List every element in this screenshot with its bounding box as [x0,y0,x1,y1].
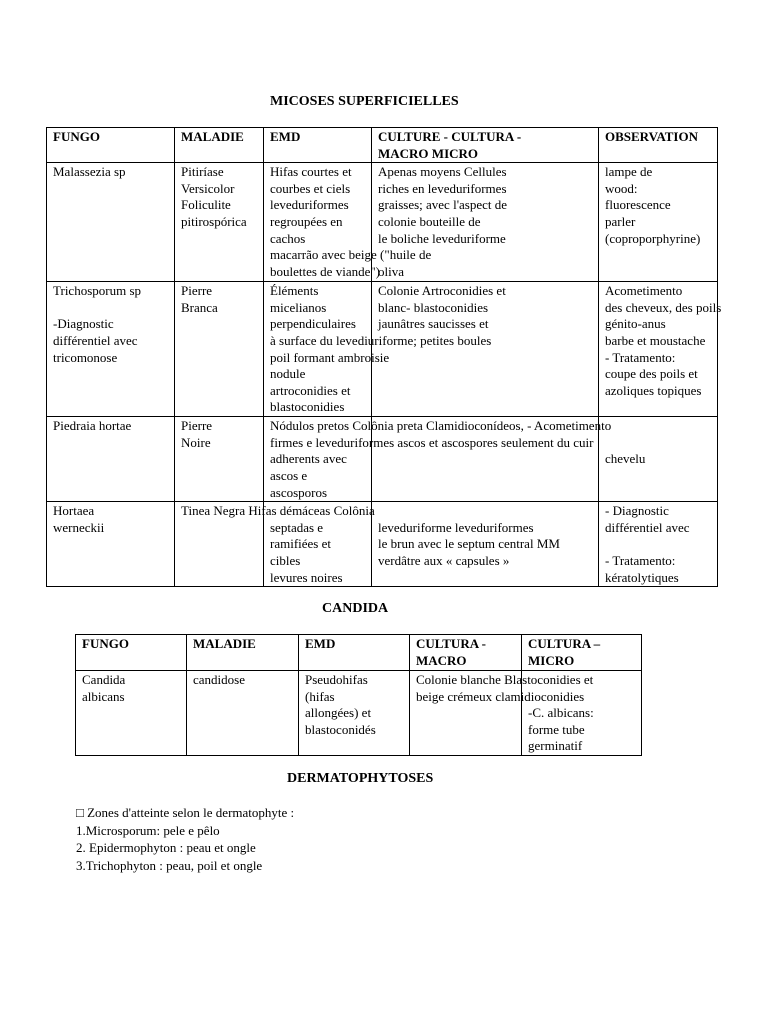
cell-line: - Diagnostic [605,503,669,519]
dermatophyte-list [76,804,294,874]
section-heading-candida: CANDIDA [322,601,389,616]
cell-line: firmes e leveduriformes ascos et ascospores seulement du cuir [270,434,594,450]
cell-line: CULTURA – [528,636,601,651]
cell-line: MICRO [528,652,575,668]
column-header [47,128,175,163]
cell-line: tricomonose [53,349,118,365]
cell-line: CULTURA - [416,636,486,651]
cell-line [605,418,713,435]
cell-line: ramifiées et [270,536,331,552]
column-header [299,635,410,671]
cell-line: blastoconidés [305,721,376,737]
cell-line: - Tratamento: [605,552,676,568]
table-cell [372,163,599,282]
cell-line [378,503,594,520]
table-row [47,282,718,417]
cell-line: colonie bouteille de [378,213,481,229]
cell-line: allongées) et [305,705,372,721]
cell-line: septadas e [270,519,324,535]
cell-line: EMD [305,636,336,651]
cell-line [53,300,170,317]
candida-table [75,634,642,756]
cell-line: azoliques topiques [605,382,702,398]
table-cell [372,282,599,417]
cell-line: cachos [270,230,306,246]
cell-line: barbe et moustache [605,332,706,348]
table-cell [175,282,264,417]
cell-line: werneckii [53,519,105,535]
column-header [187,635,299,671]
cell-line: coupe des poils et [605,366,698,382]
cell-line: -C. albicans: [528,705,594,721]
column-header [372,128,599,163]
cell-line: Candida [82,672,126,687]
cell-line: albicans [82,688,125,704]
cell-line: blastoconidies [270,399,345,415]
micoses-table-header [47,128,718,163]
table-cell [47,502,175,587]
cell-line: ascosporos [270,484,328,500]
cell-line: blanc- blastoconidies [378,299,489,315]
cell-line: CULTURE - CULTURA - [378,129,522,144]
table-cell [372,502,599,587]
cell-line: lampe de [605,164,653,180]
cell-line: nodule [270,366,306,382]
cell-line: candidose [193,672,245,687]
cell-line: différentiel avec [605,519,690,535]
column-header [522,635,642,671]
cell-line: Noire [181,434,211,450]
cell-line: Versicolor [181,180,235,196]
candida-table-body [76,671,642,756]
cell-line: parler [605,213,636,229]
cell-line: forme tube [528,721,585,737]
cell-line: différentiel avec [53,332,138,348]
cell-line: perpendiculaires [270,316,356,332]
cell-line [605,536,713,553]
cell-line: Foliculite [181,197,231,213]
cell-line: Malassezia sp [53,164,126,180]
cell-line: Tinea Negra Hifas démáceas Colônia [181,503,375,519]
cell-line: micelianos [270,299,327,315]
cell-line: boulettes de viande") [270,263,380,279]
header-row [76,635,642,671]
table-cell [47,417,175,502]
list-item: 3.Trichophyton : peau, poil et ongle [76,857,263,873]
cell-line: (hifas [305,688,335,704]
cell-line: Colonie Artroconidies et [378,283,506,299]
cell-line: levures noires [270,569,343,585]
table-row [47,502,718,587]
cell-line: MACRO [416,652,467,668]
table-cell [599,282,722,417]
cell-line: riches en leveduriformes [378,180,507,196]
table-row [47,163,718,282]
table-cell [76,671,187,756]
cell-line: MALADIE [181,129,244,144]
cell-line: poil formant ambroisie [270,349,390,365]
cell-line: FUNGO [82,636,129,651]
cell-line [605,435,713,452]
cell-line: adherents avec [270,451,347,467]
cell-line: germinatif [528,738,583,754]
cell-line: Branca [181,299,218,315]
column-header [264,128,372,163]
cell-line: regroupées en [270,213,343,229]
cell-line: Nódulos pretos Colônia preta Clamidioconídeos, - Acometimento [270,418,612,434]
cell-line: FUNGO [53,129,100,144]
table-row [47,417,718,502]
cell-line: verdâtre aux « capsules » [378,552,510,568]
cell-line: cibles [270,552,301,568]
micoses-table [46,127,722,587]
list-item: □ Zones d'atteinte selon le dermatophyte : [76,805,295,820]
cell-line: OBSERVATION [605,129,698,144]
cell-line: MALADIE [193,636,256,651]
table-cell [599,417,718,502]
cell-line: fluorescence [605,197,671,213]
cell-line: génito-anus [605,316,666,332]
section-heading-dermatophytoses: DERMATOPHYTOSES [287,771,434,786]
cell-line: ascos e [270,467,308,483]
cell-line: des cheveux, des poils [605,299,722,315]
cell-line: à surface du levediuriforme; petites boules [270,332,492,348]
cell-line: Piedraia hortae [53,418,132,434]
table-cell [175,417,264,502]
cell-line: beige crémeux clamidioconidies [416,688,585,704]
section-heading-micoses: MICOSES SUPERFICIELLES [270,94,459,109]
cell-line: Colonie blanche Blastoconidies et [416,672,594,687]
cell-line: MACRO MICRO [378,145,479,161]
cell-line: le brun avec le septum central MM [378,536,560,552]
cell-line: Apenas moyens Cellules [378,164,507,180]
cell-line: Acometimento [605,283,683,299]
cell-line: wood: [605,180,638,196]
cell-line: chevelu [605,451,646,467]
column-header [599,128,718,163]
table-cell [599,502,718,587]
cell-line: Pitiríase [181,164,224,180]
cell-line: courbes et ciels [270,180,351,196]
table-cell [264,417,612,502]
candida-table-header [76,635,642,671]
cell-line: macarrão avec beige ("huile de [270,247,432,263]
list-item: 1.Microsporum: pele e pêlo [76,822,220,838]
table-row [76,671,642,756]
list-item: 2. Epidermophyton : peau et ongle [76,840,256,855]
cell-line: oliva [378,263,404,279]
table-cell [299,671,410,756]
cell-line: -Diagnostic [53,316,114,332]
cell-line: Hortaea [53,503,95,519]
cell-line: leveduriformes [270,197,349,213]
column-header [410,635,522,671]
cell-line: EMD [270,129,301,144]
cell-line: artroconidies et [270,382,351,398]
cell-line: Pierre [181,418,213,434]
cell-line: kératolytiques [605,569,679,585]
cell-line: Trichosporum sp [53,283,142,299]
cell-line: Pseudohifas [305,672,368,687]
cell-line: leveduriforme leveduriformes [378,519,534,535]
cell-line: le boliche leveduriforme [378,230,506,246]
cell-line: (coproporphyrine) [605,230,701,246]
micoses-table-body [47,163,722,587]
cell-line: Éléments [270,283,319,299]
table-cell [47,163,175,282]
cell-line: jaunâtres saucisses et [378,316,489,332]
cell-line: Pierre [181,283,213,299]
table-cell [175,163,264,282]
table-cell [187,671,299,756]
table-cell [47,282,175,417]
cell-line: - Tratamento: [605,349,676,365]
column-header [175,128,264,163]
cell-line: pitirospórica [181,213,247,229]
cell-line: Hifas courtes et [270,164,352,180]
cell-line: graisses; avec l'aspect de [378,197,508,213]
header-row [47,128,718,163]
table-cell [599,163,718,282]
column-header [76,635,187,671]
